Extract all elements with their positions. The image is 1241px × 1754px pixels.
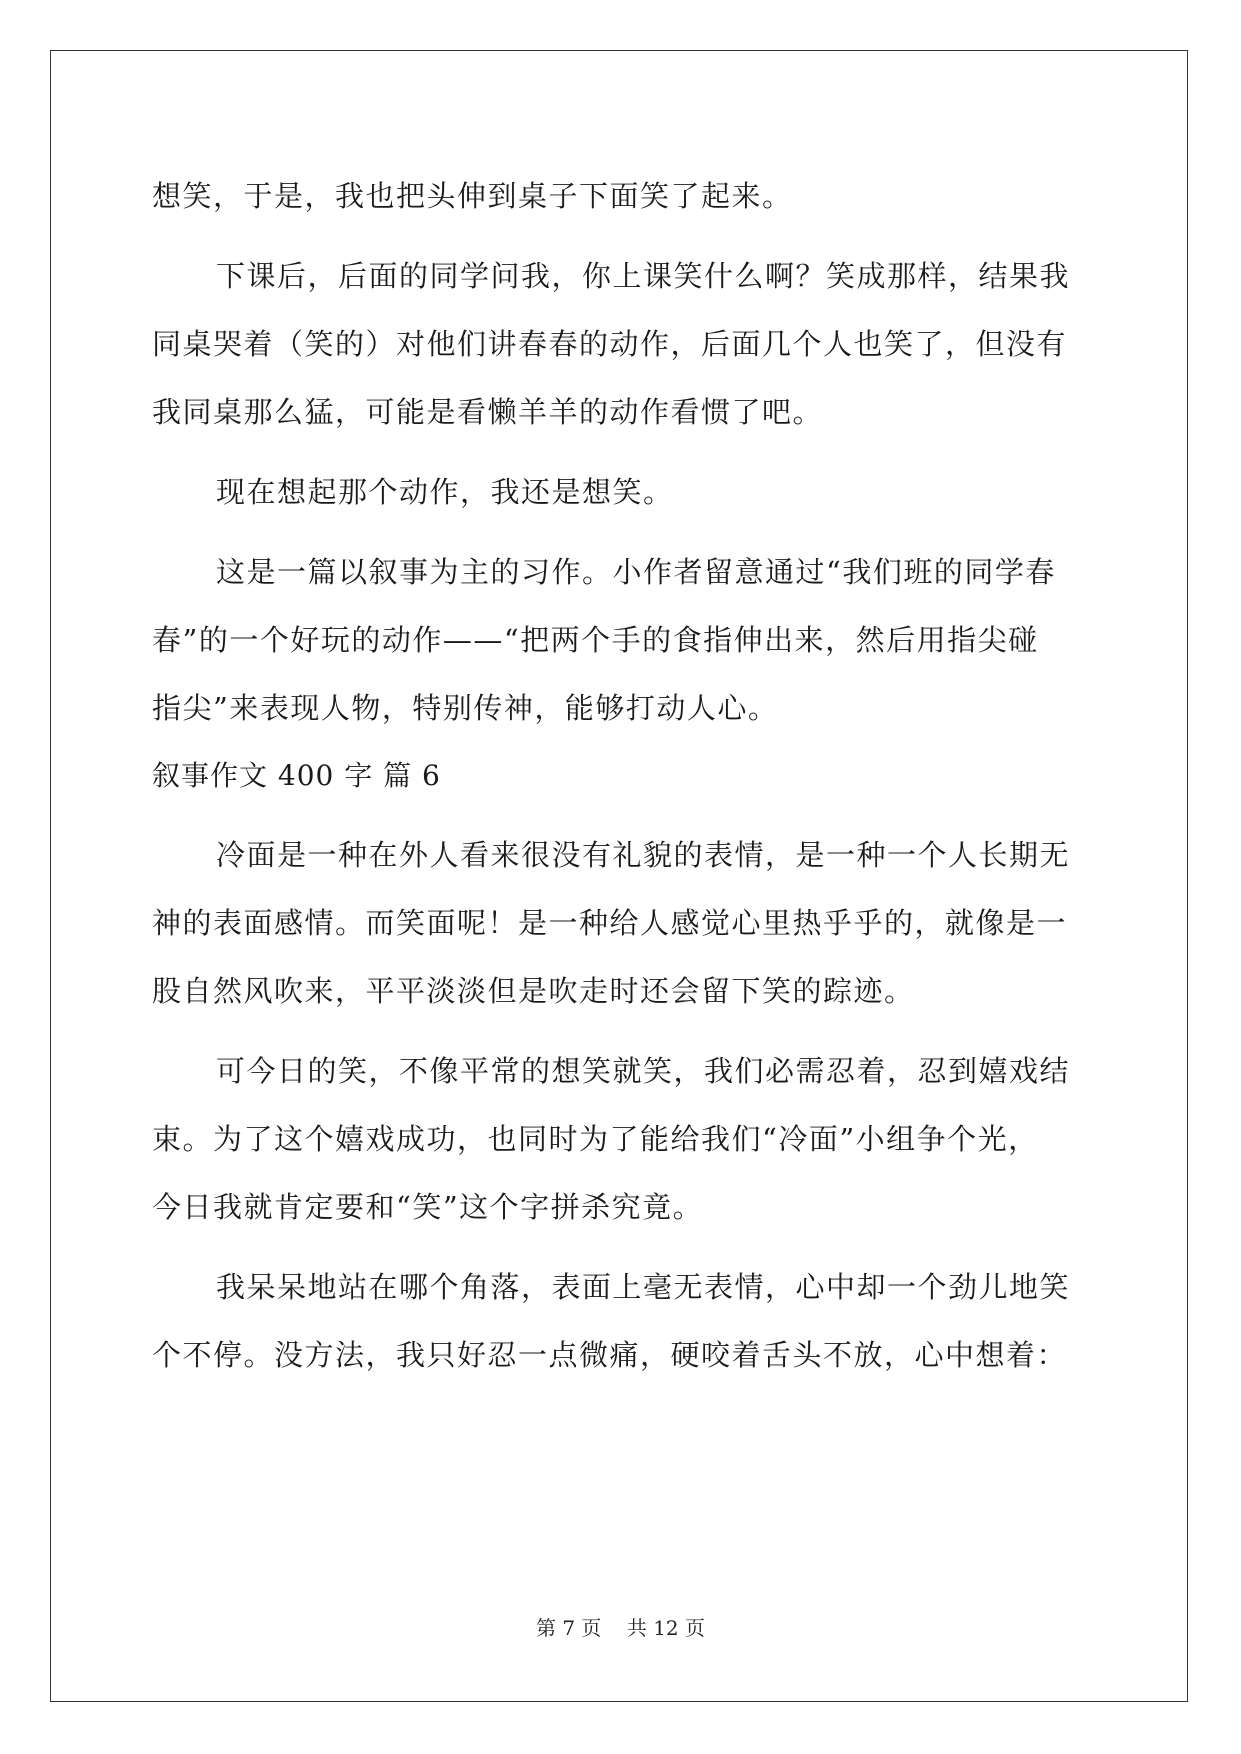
paragraph-line: 我呆呆地站在哪个角落，表面上毫无表情，心中却一个劲儿地笑: [216, 1270, 1071, 1304]
section-heading: 叙事作文 400 字 篇 6: [152, 759, 441, 792]
paragraph-line: 下课后，后面的同学问我，你上课笑什么啊？笑成那样，结果我: [216, 259, 1071, 293]
page-number-footer: 第 7 页 共 12 页: [535, 1616, 706, 1640]
paragraph-line: 现在想起那个动作，我还是想笑。: [216, 475, 674, 509]
paragraph-line: 神的表面感情。而笑面呢！是一种给人感觉心里热乎乎的，就像是一: [152, 906, 1068, 940]
paragraph-line: 想笑，于是，我也把头伸到桌子下面笑了起来。: [152, 179, 793, 213]
paragraph-line: 同桌哭着（笑的）对他们讲春春的动作，后面几个人也笑了，但没有: [152, 327, 1068, 361]
paragraph-line: 这是一篇以叙事为主的习作。小作者留意通过“我们班的同学春: [216, 555, 1056, 589]
paragraph-line: 春”的一个好玩的动作——“把两个手的食指伸出来，然后用指尖碰: [152, 623, 1039, 657]
paragraph-line: 束。为了这个嬉戏成功，也同时为了能给我们“冷面”小组争个光，: [152, 1122, 1039, 1156]
paragraph-line: 个不停。没方法，我只好忍一点微痛，硬咬着舌头不放，心中想着：: [152, 1338, 1068, 1372]
paragraph-line: 股自然风吹来，平平淡淡但是吹走时还会留下笑的踪迹。: [152, 974, 915, 1008]
paragraph-line: 指尖”来表现人物，特别传神，能够打动人心。: [152, 691, 779, 725]
paragraph-line: 今日我就肯定要和“笑”这个字拼杀究竟。: [152, 1190, 704, 1224]
paragraph-line: 我同桌那么猛，可能是看懒羊羊的动作看惯了吧。: [152, 395, 824, 429]
paragraph-line: 可今日的笑，不像平常的想笑就笑，我们必需忍着，忍到嬉戏结: [216, 1054, 1071, 1088]
paragraph-line: 冷面是一种在外人看来很没有礼貌的表情，是一种一个人长期无: [216, 838, 1071, 872]
document-body: [152, 162, 1090, 1389]
